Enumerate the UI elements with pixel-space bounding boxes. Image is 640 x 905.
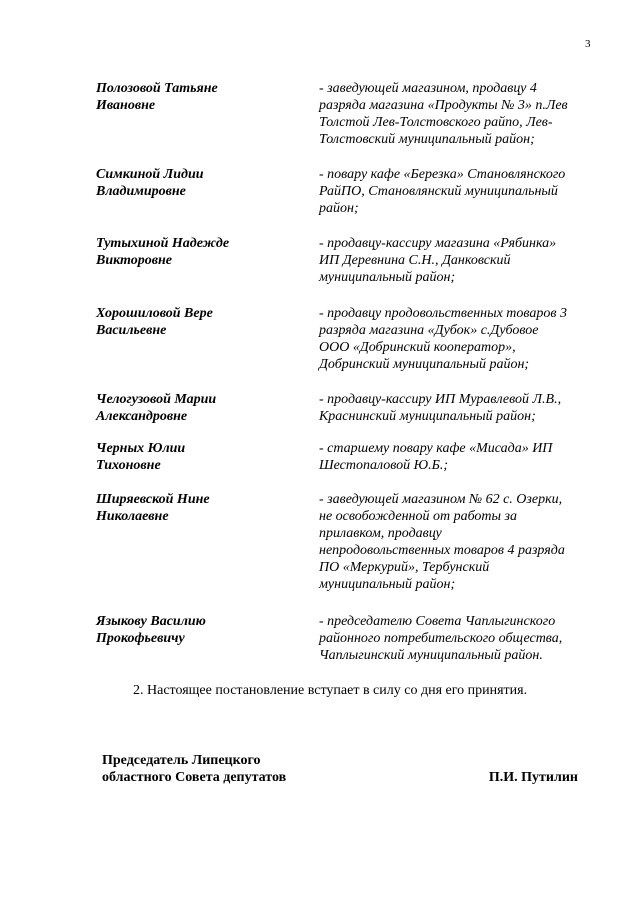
recipient-name [96,491,319,525]
recipient-name [96,235,319,269]
recipient-position-line: районного потребительского общества, [319,631,563,646]
recipient-name [96,613,319,647]
recipient-name [96,391,319,425]
recipient-position-line: - повару кафе «Березка» Становлянского [319,167,566,182]
recipient-name-line: Викторовне [96,253,172,268]
recipient-position-line: непродовольственных товаров 4 разряда [319,543,565,558]
recipient-position-line: не освобожденной от работы за [319,509,517,524]
recipient-name-line: Владимировне [96,184,186,199]
recipient-position [319,305,600,373]
effective-date-clause: 2. Настоящее постановление вступает в силу со дня его принятия. [133,683,528,698]
recipient-name-line: Хорошиловой Вере [96,306,213,321]
recipient-position-line: муниципальный район; [319,270,456,285]
award-entry [96,166,600,217]
recipient-position-line: Толстой Лев-Толстовского райпо, Лев- [319,115,553,130]
recipient-position-line: Толстовский муниципальный район; [319,132,535,147]
recipient-name [96,80,319,114]
recipient-position-line: Краснинский муниципальный район; [319,409,536,424]
award-entry [96,235,600,286]
recipient-position-line: ИП Деревнина С.Н., Данковский [319,253,511,268]
recipient-position [319,440,600,474]
award-entry [96,391,600,425]
recipient-position-line: Добринский муниципальный район; [319,357,530,372]
recipient-name-line: Челогузовой Марии [96,392,217,407]
recipient-position-line: - заведующей магазином № 62 с. Озерки, [319,492,563,507]
recipient-name-line: Полозовой Татьяне [96,81,218,96]
recipient-position [319,613,600,664]
recipient-position [319,166,600,217]
recipient-name-line: Прокофьевичу [96,631,185,646]
signatory-title-line: Председатель Липецкого [102,753,261,768]
recipient-name [96,166,319,200]
recipient-position-line: Чаплыгинский муниципальный район. [319,648,543,663]
recipient-position [319,491,600,593]
award-entry [96,491,600,593]
recipient-position-line: - продавцу-кассиру магазина «Рябинка» [319,236,557,251]
recipient-position [319,391,600,425]
award-entry [96,613,600,664]
recipient-position-line: Шестопаловой Ю.Б.; [319,458,448,473]
page-number: 3 [585,38,591,50]
recipient-position-line: ООО «Добринский кооператор», [319,340,516,355]
recipient-name-line: Ивановне [96,98,156,113]
recipient-name-line: Языкову Василию [96,614,206,629]
recipient-position-line: ПО «Меркурий», Тербунский [319,560,490,575]
recipient-position [319,235,600,286]
signatory-name: П.И. Путилин [488,770,578,785]
recipient-name-line: Васильевне [96,323,167,338]
recipient-name-line: Александровне [96,409,188,424]
recipient-position-line: прилавком, продавцу [319,526,442,541]
recipient-position-line: - заведующей магазином, продавцу 4 [319,81,537,96]
recipient-position-line: - председателю Совета Чаплыгинского [319,614,556,629]
recipient-position-line: - старшему повару кафе «Мисада» ИП [319,441,553,456]
recipient-position-line: разряда магазина «Дубок» с.Дубовое [319,323,539,338]
recipient-name-line: Тутыхиной Надежде [96,236,230,251]
award-entry [96,305,600,373]
recipient-name-line: Николаевне [96,509,169,524]
recipient-name-line: Симкиной Лидии [96,167,204,182]
signature-block [102,752,590,786]
recipient-position-line: - продавцу-кассиру ИП Муравлевой Л.В., [319,392,562,407]
recipient-name [96,440,319,474]
signatory-title-line: областного Совета депутатов [102,770,287,785]
recipient-name-line: Тихоновне [96,458,161,473]
recipient-position [319,80,600,148]
award-entry [96,80,600,148]
recipient-position-line: - продавцу продовольственных товаров 3 [319,306,567,321]
award-entry [96,440,600,474]
recipient-position-line: муниципальный район; [319,577,456,592]
recipient-name [96,305,319,339]
recipient-position-line: район; [319,201,359,216]
recipient-position-line: РайПО, Становлянский муниципальный [319,184,558,199]
recipient-position-line: разряда магазина «Продукты № 3» п.Лев [319,98,568,113]
recipient-name-line: Черных Юлии [96,441,186,456]
recipient-name-line: Ширяевской Нине [96,492,210,507]
